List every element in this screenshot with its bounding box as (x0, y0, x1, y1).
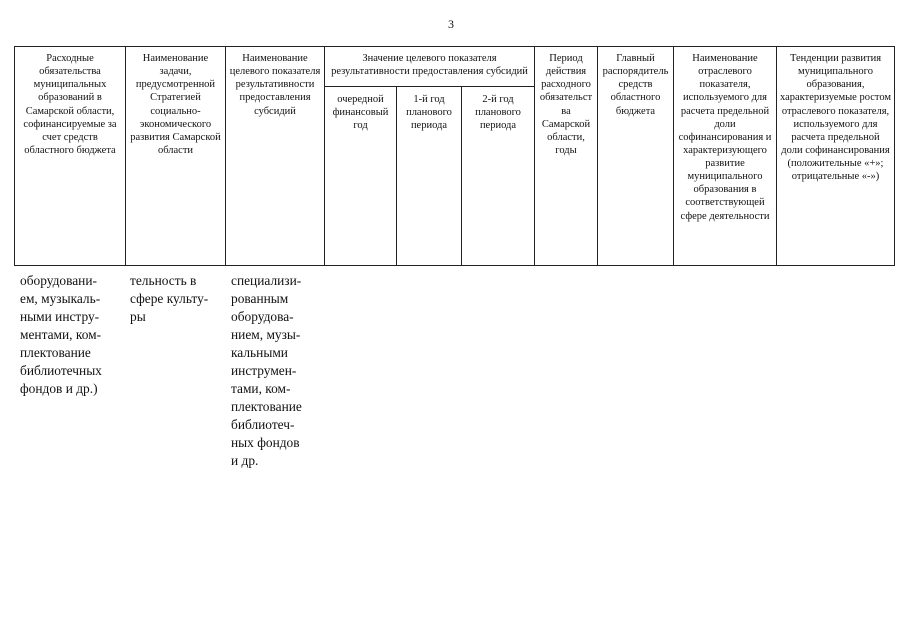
header-sector-indicator: Наименование отраслевого показателя, используемого для расчета предельной доли софинансирования и характеризующего развитие муниципального образования в соответствующей сфере деятельности (674, 47, 777, 266)
body-line: плектование (20, 345, 91, 360)
body-col-obligations (20, 272, 102, 398)
body-line: ментами, ком- (20, 327, 102, 342)
header-table (14, 46, 895, 266)
body-line: плектование (231, 399, 302, 414)
body-line: рованным (231, 291, 289, 306)
header-period: Период действия расходного обязательства Самарской области, годы (535, 47, 598, 266)
body-line: фондов и др.) (20, 381, 98, 396)
body-line: кальными (231, 345, 288, 360)
body-line: оборудова- (231, 309, 294, 324)
page-number: 3 (448, 17, 454, 31)
header-next-year: очередной финансовый год (325, 87, 397, 266)
body-line: сфере культу- (130, 291, 209, 306)
body-line: и др. (231, 453, 259, 468)
header-indicator: Наименование целевого показателя результативности предоставления субсидий (226, 47, 325, 266)
body-line: ными инстру- (20, 309, 100, 324)
body-line: специализи- (231, 273, 302, 288)
body-line: оборудовани- (20, 273, 97, 288)
header-trends: Тенденции развития муниципального образования, характеризуемые ростом отраслевого показателя, используемого для расчета предельной доли софинансирования (положительные «+»; отрицательные «-») (777, 47, 895, 266)
body-line: нием, музы- (231, 327, 301, 342)
body-col-task (130, 272, 208, 326)
body-line: библиотечных (20, 363, 102, 378)
header-main-manager: Главный распорядитель средств областного бюджета (598, 47, 674, 266)
header-obligations: Расходные обязательства муниципальных образований в Самарской области, софинансируемые за счет средств областного бюджета (15, 47, 126, 266)
body-line: ных фондов (231, 435, 300, 450)
body-line: инструмен- (231, 363, 297, 378)
header-plan-year-1: 1-й год планового периода (397, 87, 462, 266)
header-indicator-value: Значение целевого показателя результативности предоставления субсидий (325, 47, 535, 87)
body-col-indicator (231, 272, 302, 470)
body-line: тельность в (130, 273, 197, 288)
body-line: ем, музыкаль- (20, 291, 101, 306)
body-line: ры (130, 309, 146, 324)
header-task: Наименование задачи, предусмотренной Стратегией социально-экономического развития Самарской области (126, 47, 226, 266)
body-line: тами, ком- (231, 381, 291, 396)
body-line: библиотеч- (231, 417, 295, 432)
header-plan-year-2: 2-й год планового периода (462, 87, 535, 266)
